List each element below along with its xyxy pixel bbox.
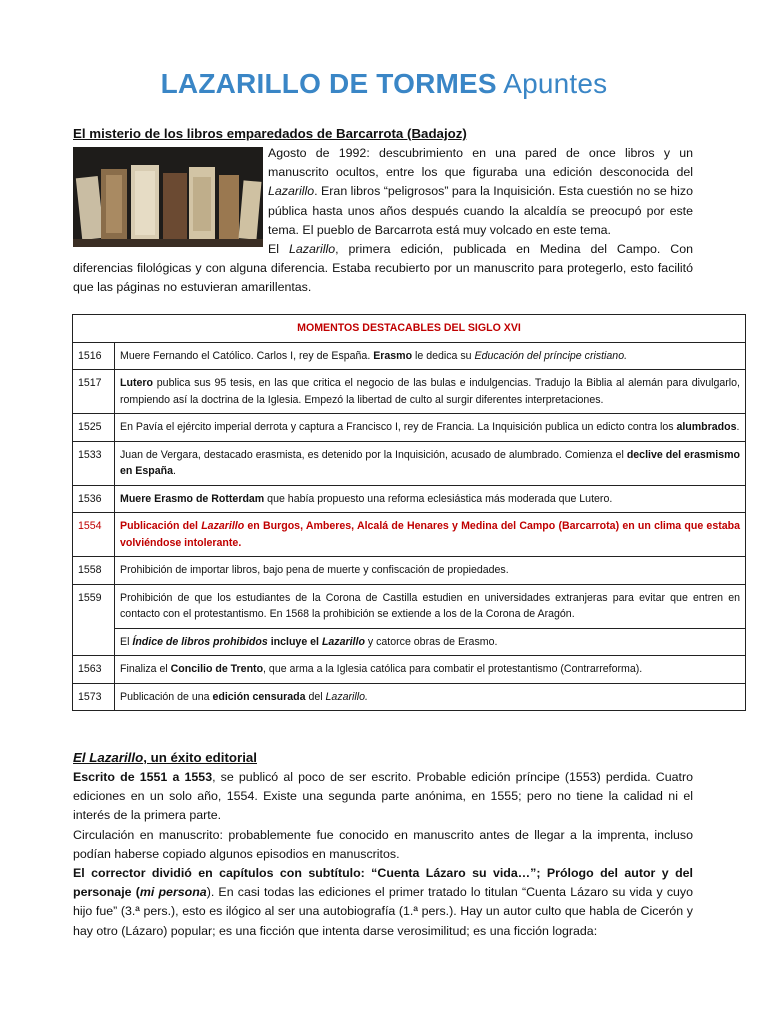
event-cell: Muere Erasmo de Rotterdam que había propuesto una reforma eclesiástica más moderada que Lutero. xyxy=(115,485,746,513)
event-cell: Lutero publica sus 95 tesis, en las que critica el negocio de las bulas e indulgencias. Tradujo la Biblia al alemán para divulgarlo, rompiendo así la doctrina de la Iglesia. Empezó la libertad de culto al surgir diferentes interpretaciones. xyxy=(115,370,746,414)
table-row xyxy=(73,683,746,711)
section-heading-barcarrota: El misterio de los libros emparedados de Barcarrota (Badajoz) xyxy=(73,126,467,141)
year-cell: 1517 xyxy=(73,370,115,414)
page-title: LAZARILLO DE TORMES Apuntes xyxy=(160,68,608,99)
event-cell: Publicación de una edición censurada del Lazarillo. xyxy=(115,683,746,711)
event-cell: Juan de Vergara, destacado erasmista, es detenido por la Inquisición, acusado de alumbrado. Comienza el declive del erasmismo en España. xyxy=(115,441,746,485)
table-header-row xyxy=(73,315,746,343)
table-row xyxy=(73,414,746,442)
intro-paragraph: Agosto de 1992: descubrimiento en una pared de once libros y un manuscrito ocultos, entre los que figuraba una edición desconocida del Lazarillo. Eran libros “peligrosos” para la Inquisición. Esta cuestión no se hizo pública hasta unos años después cuando la alcaldía se preocupó por este tema. El pueblo de Barcarrota está muy volcado en este tema. xyxy=(268,146,693,237)
corrector-paragraph: El corrector dividió en capítulos con subtítulo: “Cuenta Lázaro su vida…”; Prólogo del autor y del personaje (mi persona). En casi todas las ediciones el primer tratado lo titulan “Cuenta Lázaro su vida y cuyo hijo fue” (3.ª pers.), esto es ilógico al ser una autobiografía (1.ª pers.). Hay un autor culto que habla de Cicerón y hay otro (Lázaro) popular; es una ficción que intenta darse verosimilitud; es una ficción lograda: xyxy=(73,866,693,938)
section-heading-editorial: El Lazarillo, un éxito editorial xyxy=(73,750,257,765)
sixteenth-century-table xyxy=(72,314,746,711)
year-cell: 1558 xyxy=(73,557,115,585)
event-cell: Publicación del Lazarillo en Burgos, Amberes, Alcalá de Henares y Medina del Campo (Barcarrota) en un clima que estaba volviéndose intolerante. xyxy=(115,513,746,557)
event-cell: Muere Fernando el Católico. Carlos I, rey de España. Erasmo le dedica su Educación del príncipe cristiano. xyxy=(115,342,746,370)
event-cell: Finaliza el Concilio de Trento, que arma a la Iglesia católica para combatir el protestantismo (Contrarreforma). xyxy=(115,656,746,684)
table-row xyxy=(73,513,746,557)
year-cell: 1536 xyxy=(73,485,115,513)
event-cell: En Pavía el ejército imperial derrota y captura a Francisco I, rey de Francia. La Inquisición publica un edicto contra los alumbrados. xyxy=(115,414,746,442)
first-edition-paragraph: El Lazarillo, primera edición, publicada en Medina del Campo. Con diferencias filológicas y con alguna diferencia. Estaba recubierto por un manuscrito para protegerlo, esto facilitó que las páginas no estuvieran amarillentas. xyxy=(73,242,693,295)
editorial-section xyxy=(73,768,693,941)
table-row xyxy=(73,370,746,414)
year-cell: 1573 xyxy=(73,683,115,711)
table-row xyxy=(73,557,746,585)
year-cell: 1533 xyxy=(73,441,115,485)
table-row xyxy=(73,485,746,513)
table-row xyxy=(73,441,746,485)
table-row xyxy=(73,656,746,684)
event-cell: Prohibición de que los estudiantes de la Corona de Castilla estudien en universidades extranjeras para evitar que entren en contacto con el protestantismo. En 1568 la prohibición se extiende a los de la Corona de Aragón. xyxy=(115,584,746,628)
table-row xyxy=(73,628,746,656)
year-cell: 1525 xyxy=(73,414,115,442)
year-cell: 1563 xyxy=(73,656,115,684)
manuscript-paragraph: Circulación en manuscrito: probablemente fue conocido en manuscrito antes de llegar a la imprenta, incluso podían haberse copiado algunos episodios en manuscritos. xyxy=(73,827,693,861)
books-photo xyxy=(73,147,263,247)
year-cell: 1516 xyxy=(73,342,115,370)
table-row xyxy=(73,584,746,628)
year-cell: 1559 xyxy=(73,584,115,656)
event-cell: Prohibición de importar libros, bajo pena de muerte y confiscación de propiedades. xyxy=(115,557,746,585)
table-row xyxy=(73,342,746,370)
year-cell: 1554 xyxy=(73,513,115,557)
writing-dates-paragraph: Escrito de 1551 a 1553, se publicó al poco de ser escrito. Probable edición príncipe (1553) perdida. Cuatro ediciones en un solo año, 1554. Existe una segunda parte anónima, en 1555; pero no tiene la calidad ni el interés de la primera parte. xyxy=(73,770,693,823)
event-cell: El Índice de libros prohibidos incluye el Lazarillo y catorce obras de Erasmo. xyxy=(115,628,746,656)
table-header: MOMENTOS DESTACABLES DEL SIGLO XVI xyxy=(73,315,746,343)
